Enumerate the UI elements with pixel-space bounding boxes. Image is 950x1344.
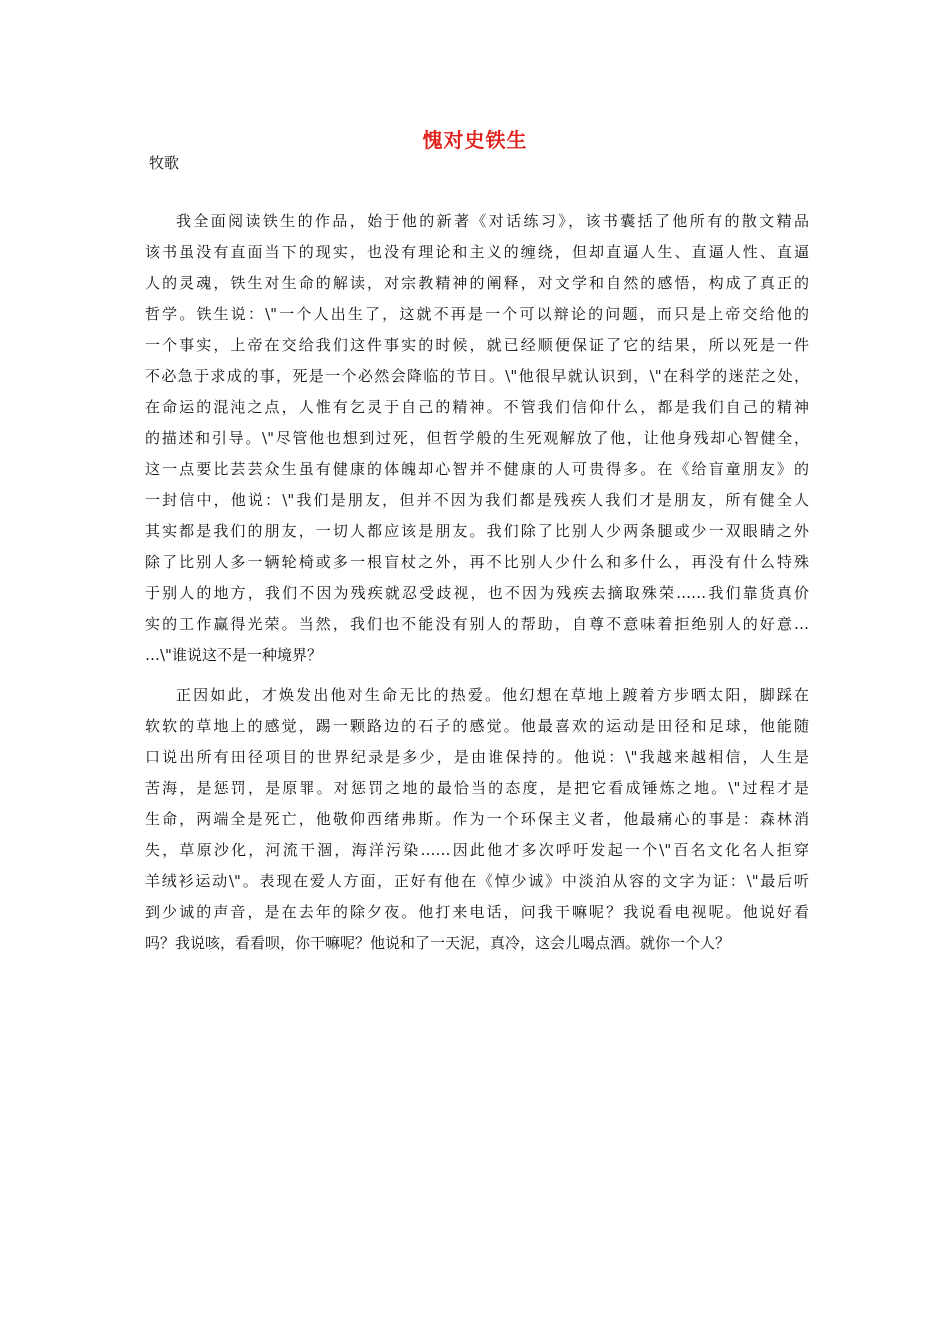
paragraph-2 [145, 684, 809, 963]
text-line: 生命，两端全是死亡，他敬仰西绪弗斯。作为一个环保主义者，他最痛心的事是：森林消 [145, 810, 809, 828]
text-line: 苦海，是惩罚，是原罪。对惩罚之地的最恰当的态度，是把它看成锤炼之地。\"过程才是 [145, 779, 809, 797]
article-body [145, 210, 809, 963]
text-line: 到少诚的声音，是在去年的除夕夜。他打来电话，问我干嘛呢？我说看电视呢。他说好看 [145, 903, 809, 921]
text-line: 一个事实，上帝在交给我们这件事实的时候，就已经顺便保证了它的结果，所以死是一件 [145, 336, 809, 354]
text-line: 哲学。铁生说：\"一个人出生了，这就不再是一个可以辩论的问题，而只是上帝交给他的 [145, 305, 809, 323]
page-title: 愧对史铁生 [422, 128, 528, 152]
text-line: 不必急于求成的事，死是一个必然会降临的节日。\"他很早就认识到，\"在科学的迷茫之处， [145, 367, 809, 385]
text-line: 除了比别人多一辆轮椅或多一根盲杖之外，再不比别人少什么和多什么，再没有什么特殊 [145, 553, 809, 571]
author-name: 牧歌 [149, 154, 180, 172]
paragraph-gap [145, 675, 809, 684]
text-line: 该书虽没有直面当下的现实，也没有理论和主义的缠绕，但却直逼人生、直逼人性、直逼 [145, 243, 809, 261]
text-line: 于别人的地方，我们不因为残疾就忍受歧视，也不因为残疾去摘取殊荣……我们靠货真价 [145, 584, 809, 602]
text-line: 正因如此，才焕发出他对生命无比的热爱。他幻想在草地上踱着方步晒太阳，脚踩在 [176, 686, 809, 704]
text-line: 实的工作赢得光荣。当然，我们也不能没有别人的帮助，自尊不意味着拒绝别人的好意… [145, 615, 809, 633]
text-line: 羊绒衫运动\"。表现在爱人方面，正好有他在《悼少诚》中淡泊从容的文字为证：\"最后听 [145, 872, 809, 890]
text-line: 口说出所有田径项目的世界纪录是多少，是由谁保持的。他说：\"我越来越相信，人生是 [145, 748, 809, 766]
text-line: 吗？我说咳，看看呗，你干嘛呢？他说和了一天泥，真冷，这会儿喝点酒。就你一个人？ [145, 934, 731, 952]
text-line: 一封信中，他说：\"我们是朋友，但并不因为我们都是残疾人我们才是朋友，所有健全人 [145, 491, 809, 509]
text-line: 在命运的混沌之点，人惟有乞灵于自己的精神。不管我们信仰什么，都是我们自己的精神 [145, 398, 809, 416]
text-line: 这一点要比芸芸众生虽有健康的体魄却心智并不健康的人可贵得多。在《给盲童朋友》的 [145, 460, 809, 478]
text-line: 人的灵魂，铁生对生命的解读，对宗教精神的阐释，对文学和自然的感悟，构成了真正的 [145, 274, 809, 292]
text-line: …\"谁说这不是一种境界？ [145, 646, 322, 664]
text-line: 失，草原沙化，河流干涸，海洋污染……因此他才多次呼吁发起一个\"百名文化名人拒穿 [145, 841, 809, 859]
text-line: 其实都是我们的朋友，一切人都应该是朋友。我们除了比别人少两条腿或少一双眼睛之外 [145, 522, 809, 540]
text-line: 的描述和引导。\"尽管他也想到过死，但哲学般的生死观解放了他，让他身残却心智健全， [145, 429, 809, 447]
text-line: 软软的草地上的感觉，踢一颗路边的石子的感觉。他最喜欢的运动是田径和足球，他能随 [145, 717, 809, 735]
text-line: 我全面阅读铁生的作品，始于他的新著《对话练习》，该书囊括了他所有的散文精品 [176, 212, 809, 230]
paragraph-1 [145, 210, 809, 675]
